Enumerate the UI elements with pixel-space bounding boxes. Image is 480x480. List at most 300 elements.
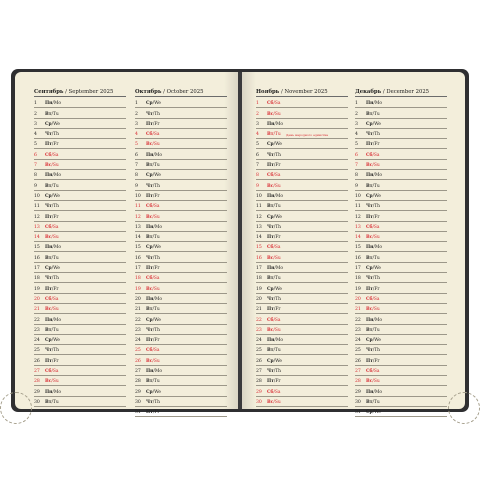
weekday-ru: Вс [267,255,274,261]
weekday-separator: / [273,224,276,230]
weekday-separator: / [51,193,54,199]
weekday-label [267,153,281,158]
weekday-separator: / [372,255,374,261]
weekday-label [366,163,380,168]
weekday-en: Fr [53,142,59,148]
weekday-en: Tu [274,348,281,354]
weekday-en: Tu [153,379,160,385]
weekday-ru: Ср [45,193,52,199]
weekday-separator: / [51,276,54,282]
day-number: 23 [135,327,141,333]
weekday-en: We [374,266,381,272]
weekday-label [45,245,61,250]
weekday-en: Th [275,224,281,230]
weekday-en: Mo [374,317,382,323]
day-number: 23 [256,327,262,333]
weekday-en: We [53,193,60,199]
day-number: 10 [256,193,262,199]
weekday-ru: Вс [146,142,153,148]
weekday-label [45,184,59,189]
weekday-label [146,256,160,261]
weekday-separator: / [52,245,54,251]
day-number: 14 [256,235,262,241]
weekday-label [45,112,59,117]
weekday-en: Fr [374,214,380,220]
day-row [355,397,447,407]
weekday-ru: Пт [267,379,274,385]
weekday-label [267,204,281,209]
day-row [355,149,447,159]
weekday-label [45,122,60,127]
weekday-separator: / [51,348,54,354]
day-row [355,139,447,149]
weekday-separator: / [273,204,275,210]
weekday-ru: Ср [146,317,153,323]
weekday-label [146,410,160,415]
weekday-ru: Чт [45,132,52,138]
weekday-ru: Пт [45,286,52,292]
weekday-separator: / [372,235,374,241]
weekday-label [146,204,160,209]
day-number: 29 [256,389,262,395]
weekday-separator: / [152,348,154,354]
weekday-label [146,318,161,323]
day-number: 17 [135,266,141,272]
day-number: 6 [256,152,259,158]
weekday-label [45,287,59,292]
weekday-en: We [154,389,161,395]
day-number: 17 [34,266,40,272]
day-number: 20 [256,296,262,302]
weekday-label [267,276,281,281]
day-row [34,325,126,335]
day-row [34,366,126,376]
weekday-separator: / [51,255,53,261]
weekday-label [146,297,162,302]
day-row [256,335,348,345]
day-number: 12 [34,214,40,220]
weekday-en: Tu [373,327,380,333]
weekday-separator: / [372,121,375,127]
weekday-ru: Пт [366,214,373,220]
day-row [34,211,126,221]
weekday-separator: / [372,266,375,272]
weekday-ru: Сб [45,369,52,375]
weekday-en: Fr [154,338,160,344]
weekday-ru: Вс [146,286,153,292]
weekday-en: We [374,121,381,127]
weekday-label [267,101,281,106]
weekday-en: Tu [274,132,281,138]
weekday-label [267,359,282,364]
weekday-separator: / [372,348,375,354]
day-number: 17 [355,266,361,272]
weekday-separator: / [152,214,154,220]
day-number: 17 [256,266,262,272]
day-row [135,201,227,211]
weekday-ru: Вт [267,204,274,210]
day-number: 6 [135,152,138,158]
weekday-en: We [53,338,60,344]
weekday-en: We [53,266,60,272]
weekday-ru: Пн [45,317,53,323]
day-row [34,386,126,396]
day-row [256,386,348,396]
weekday-label [267,122,283,127]
weekday-label [146,348,160,353]
weekday-ru: Вс [366,235,373,241]
weekday-en: Fr [374,286,380,292]
weekday-ru: Вт [45,399,52,405]
weekday-separator: / [372,327,374,333]
day-number: 26 [256,358,262,364]
weekday-label [146,184,160,189]
day-number: 22 [34,317,40,323]
weekday-separator: / [274,121,276,127]
weekday-separator: / [51,121,54,127]
day-row [34,160,126,170]
day-number: 5 [256,142,259,148]
weekday-label [267,173,281,178]
day-row [355,407,447,417]
day-row [34,108,126,118]
weekday-separator: / [152,101,155,107]
weekday-separator: / [274,338,276,344]
weekday-en: Su [373,163,380,169]
weekday-en: Fr [154,193,160,199]
weekday-label [45,348,59,353]
weekday-label [45,266,60,271]
day-number: 24 [135,338,141,344]
weekday-ru: Пн [146,152,154,158]
weekday-ru: Ср [366,338,373,344]
weekday-separator: / [372,358,375,364]
page-corner-mark [448,392,480,424]
weekday-ru: Чт [45,204,52,210]
weekday-ru: Ср [146,101,153,107]
weekday-en: Sa [274,101,281,107]
weekday-ru: Чт [146,111,153,117]
weekday-separator: / [51,152,53,158]
day-row [34,273,126,283]
weekday-separator: / [52,389,54,395]
weekday-ru: Вс [267,327,274,333]
day-row [256,149,348,159]
day-number: 14 [355,235,361,241]
weekday-label [45,194,60,199]
weekday-separator: / [273,399,275,405]
weekday-ru: Пн [267,121,275,127]
weekday-separator: / [273,132,275,138]
weekday-en: Su [373,307,380,313]
weekday-ru: Пн [146,369,154,375]
day-row [135,129,227,139]
weekday-separator: / [373,317,375,323]
day-number: 15 [355,245,361,251]
weekday-separator: / [152,317,155,323]
weekday-label [267,184,281,189]
day-number: 5 [34,142,37,148]
weekday-en: Th [275,369,281,375]
weekday-separator: / [273,307,276,313]
weekday-ru: Пт [267,235,274,241]
weekday-label [366,287,380,292]
day-row [355,160,447,170]
weekday-separator: / [273,183,275,189]
weekday-separator: / [51,296,53,302]
weekday-ru: Чт [366,348,373,354]
weekday-separator: / [273,358,276,364]
day-number: 16 [355,255,361,261]
weekday-separator: / [152,389,155,395]
weekday-separator: / [373,173,375,179]
day-row [256,222,348,232]
weekday-label [45,318,61,323]
weekday-label [366,132,380,137]
weekday-en: Tu [52,327,59,333]
weekday-label [267,328,281,333]
weekday-label [366,194,381,199]
day-row [135,211,227,221]
day-number: 20 [135,296,141,302]
weekday-en: Th [154,111,160,117]
day-row [135,263,227,273]
weekday-label [45,297,59,302]
day-row [34,263,126,273]
weekday-ru: Чт [366,132,373,138]
weekday-ru: Пт [45,358,52,364]
weekday-en: Mo [374,173,382,179]
day-number: 18 [135,276,141,282]
day-number: 9 [256,183,259,189]
day-number: 13 [256,224,262,230]
day-number: 24 [34,338,40,344]
day-row [355,201,447,211]
weekday-label [267,194,283,199]
weekday-label [146,359,160,364]
weekday-separator: / [273,348,275,354]
weekday-label [146,153,162,158]
weekday-separator: / [372,410,375,416]
day-row [256,191,348,201]
day-row [135,252,227,262]
weekday-en: Fr [154,121,160,127]
weekday-separator: / [152,327,155,333]
day-row [135,222,227,232]
day-row [256,304,348,314]
day-number: 5 [355,142,358,148]
weekday-en: Su [153,142,160,148]
weekday-en: Su [52,307,59,313]
weekday-en: Sa [373,296,380,302]
weekday-ru: Ср [146,245,153,251]
day-row [256,129,348,139]
weekday-separator: / [373,245,375,251]
weekday-en: Fr [53,358,59,364]
weekday-en: We [154,173,161,179]
weekday-en: We [154,245,161,251]
month-name-en: October 2025 [166,89,204,95]
day-number: 24 [256,338,262,344]
day-row [135,407,227,417]
day-number: 18 [34,276,40,282]
day-row [135,345,227,355]
weekday-label [366,101,382,106]
weekday-ru: Вс [366,307,373,313]
weekday-separator: / [273,276,275,282]
day-number: 22 [135,317,141,323]
weekday-separator: / [51,142,54,148]
weekday-label [267,287,282,292]
month-name-ru: Ноябрь [256,89,280,95]
day-number: 13 [355,224,361,230]
weekday-ru: Ср [366,266,373,272]
day-number: 26 [34,358,40,364]
month-name-en: November 2025 [284,89,328,95]
weekday-separator: / [51,183,53,189]
weekday-separator: / [51,224,53,230]
weekday-ru: Вт [45,255,52,261]
day-number: 2 [256,111,259,117]
day-row [34,304,126,314]
weekday-en: We [374,410,381,416]
weekday-separator: / [274,193,276,199]
day-row [256,355,348,365]
day-number: 26 [135,358,141,364]
day-row [34,180,126,190]
weekday-label [45,276,59,281]
day-number: 29 [355,389,361,395]
weekday-ru: Пн [146,296,154,302]
weekday-ru: Сб [45,224,52,230]
month-column [34,88,126,407]
day-row [355,98,447,108]
weekday-separator: / [51,358,54,364]
day-row [355,335,447,345]
weekday-separator: / [152,266,155,272]
weekday-ru: Сб [366,369,373,375]
day-row [34,139,126,149]
weekday-ru: Сб [366,296,373,302]
weekday-en: Fr [374,142,380,148]
weekday-en: Su [52,379,59,385]
weekday-separator: / [273,389,275,395]
weekday-label [45,132,59,137]
weekday-ru: Вт [267,132,274,138]
weekday-en: Th [53,132,59,138]
weekday-ru: Сб [146,204,153,210]
weekday-separator: / [51,163,53,169]
weekday-label [146,245,161,250]
weekday-label [267,318,281,323]
weekday-label [146,194,160,199]
day-row [256,252,348,262]
day-number: 27 [34,369,40,375]
weekday-separator: / [372,276,375,282]
weekday-label [146,122,160,127]
weekday-en: We [53,121,60,127]
weekday-ru: Сб [267,173,274,179]
weekday-en: Sa [52,369,59,375]
day-number: 19 [355,286,361,292]
day-number: 11 [256,204,262,210]
day-row [355,232,447,242]
weekday-en: Sa [52,296,59,302]
weekday-separator: / [372,163,374,169]
weekday-separator: / [273,379,276,385]
day-row [355,325,447,335]
weekday-en: We [374,193,381,199]
day-row [256,325,348,335]
day-row [135,191,227,201]
weekday-en: Sa [153,204,160,210]
weekday-en: We [275,142,282,148]
day-row [355,314,447,324]
day-row [256,180,348,190]
day-number: 9 [135,183,138,189]
weekday-separator: / [273,142,276,148]
day-row [256,376,348,386]
weekday-ru: Вт [366,111,373,117]
day-number: 7 [355,163,358,169]
weekday-ru: Пт [146,338,153,344]
weekday-en: Fr [275,235,281,241]
weekday-en: Th [154,399,160,405]
weekday-label [146,112,160,117]
day-row [34,376,126,386]
day-number: 7 [256,163,259,169]
day-number: 12 [256,214,262,220]
weekday-ru: Сб [267,101,274,107]
day-number: 25 [256,348,262,354]
day-number: 14 [135,235,141,241]
weekday-ru: Вт [366,255,373,261]
weekday-en: Th [53,204,59,210]
weekday-en: Tu [373,111,380,117]
day-number: 2 [34,111,37,117]
day-number: 11 [355,204,361,210]
day-number: 21 [34,307,40,313]
weekday-label [366,225,380,230]
day-row [355,211,447,221]
weekday-en: Mo [53,101,61,107]
weekday-en: Tu [373,255,380,261]
weekday-separator: / [152,358,154,364]
month-header [135,88,227,97]
weekday-ru: Вт [146,163,153,169]
weekday-label [45,379,59,384]
weekday-label [267,132,281,137]
day-number: 3 [34,121,37,127]
weekday-ru: Пн [267,193,275,199]
weekday-separator: / [372,307,374,313]
day-number: 28 [355,379,361,385]
weekday-en: Tu [274,204,281,210]
weekday-en: Mo [374,101,382,107]
weekday-ru: Вс [267,111,274,117]
weekday-separator: / [51,379,53,385]
day-number: 10 [135,193,141,199]
weekday-en: We [275,358,282,364]
weekday-en: Mo [53,389,61,395]
day-row [34,283,126,293]
weekday-en: Th [374,348,380,354]
weekday-en: We [154,317,161,323]
weekday-label [366,410,381,415]
day-number: 2 [135,111,138,117]
day-number: 23 [34,327,40,333]
day-row [355,273,447,283]
